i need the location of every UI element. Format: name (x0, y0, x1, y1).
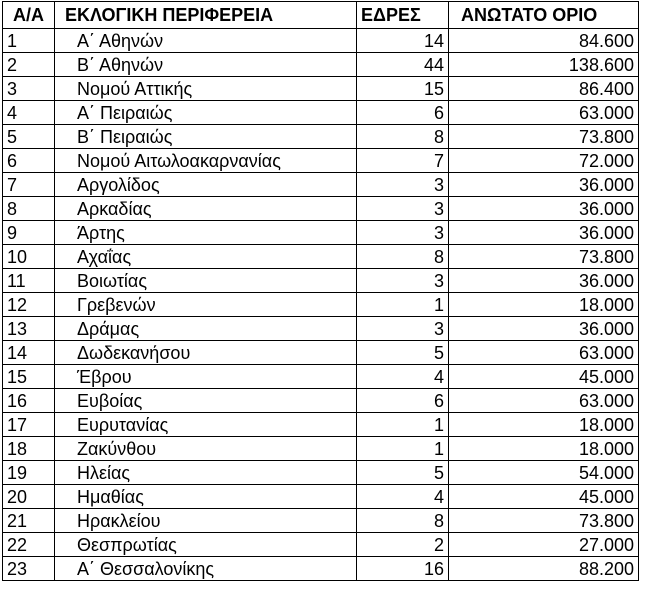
cell-seats: 16 (357, 557, 449, 581)
table-row (3, 221, 639, 245)
cell-limit: 86.400 (449, 77, 639, 101)
cell-limit: 73.800 (449, 245, 639, 269)
cell-limit: 72.000 (449, 149, 639, 173)
cell-limit: 36.000 (449, 269, 639, 293)
table-row (3, 389, 639, 413)
cell-aa: 7 (3, 173, 55, 197)
cell-limit: 63.000 (449, 101, 639, 125)
cell-district: Ηλείας (55, 461, 357, 485)
table-row (3, 173, 639, 197)
table-row (3, 77, 639, 101)
cell-aa: 13 (3, 317, 55, 341)
cell-seats: 3 (357, 269, 449, 293)
cell-seats: 14 (357, 29, 449, 53)
cell-district: Ηρακλείου (55, 509, 357, 533)
table-header-row (3, 2, 639, 29)
cell-aa: 6 (3, 149, 55, 173)
cell-aa: 17 (3, 413, 55, 437)
table-row (3, 365, 639, 389)
cell-aa: 16 (3, 389, 55, 413)
cell-seats: 44 (357, 53, 449, 77)
cell-limit: 63.000 (449, 341, 639, 365)
header-district: ΕΚΛΟΓΙΚΗ ΠΕΡΙΦΕΡΕΙΑ (55, 2, 357, 29)
cell-seats: 8 (357, 509, 449, 533)
cell-district: Αργολίδος (55, 173, 357, 197)
table-row (3, 29, 639, 53)
cell-seats: 5 (357, 341, 449, 365)
cell-seats: 3 (357, 173, 449, 197)
table-row (3, 125, 639, 149)
cell-limit: 54.000 (449, 461, 639, 485)
cell-seats: 1 (357, 437, 449, 461)
cell-limit: 27.000 (449, 533, 639, 557)
cell-seats: 3 (357, 197, 449, 221)
cell-seats: 8 (357, 125, 449, 149)
cell-district: Δράμας (55, 317, 357, 341)
cell-limit: 36.000 (449, 317, 639, 341)
cell-aa: 9 (3, 221, 55, 245)
cell-seats: 3 (357, 317, 449, 341)
table-row (3, 269, 639, 293)
cell-limit: 18.000 (449, 437, 639, 461)
table-row (3, 293, 639, 317)
cell-aa: 11 (3, 269, 55, 293)
cell-limit: 18.000 (449, 413, 639, 437)
cell-district: Ευρυτανίας (55, 413, 357, 437)
table-row (3, 509, 639, 533)
cell-district: Β΄ Αθηνών (55, 53, 357, 77)
cell-district: Αρκαδίας (55, 197, 357, 221)
cell-seats: 6 (357, 101, 449, 125)
table-row (3, 557, 639, 581)
cell-aa: 10 (3, 245, 55, 269)
header-seats: ΕΔΡΕΣ (357, 2, 449, 29)
cell-seats: 5 (357, 461, 449, 485)
cell-district: Ευβοίας (55, 389, 357, 413)
cell-district: Θεσπρωτίας (55, 533, 357, 557)
table-row (3, 149, 639, 173)
cell-limit: 73.800 (449, 125, 639, 149)
cell-district: Δωδεκανήσου (55, 341, 357, 365)
header-aa: Α/Α (3, 2, 55, 29)
table-row (3, 101, 639, 125)
cell-aa: 8 (3, 197, 55, 221)
table-row (3, 317, 639, 341)
cell-district: Α΄ Αθηνών (55, 29, 357, 53)
cell-seats: 4 (357, 365, 449, 389)
cell-aa: 2 (3, 53, 55, 77)
cell-district: Γρεβενών (55, 293, 357, 317)
cell-district: Α΄ Πειραιώς (55, 101, 357, 125)
cell-limit: 36.000 (449, 197, 639, 221)
cell-district: Αχαΐας (55, 245, 357, 269)
cell-seats: 1 (357, 413, 449, 437)
cell-district: Α΄ Θεσσαλονίκης (55, 557, 357, 581)
cell-seats: 15 (357, 77, 449, 101)
table-row (3, 485, 639, 509)
table-row (3, 53, 639, 77)
cell-limit: 63.000 (449, 389, 639, 413)
cell-aa: 12 (3, 293, 55, 317)
cell-district: Έβρου (55, 365, 357, 389)
cell-district: Β΄ Πειραιώς (55, 125, 357, 149)
cell-aa: 1 (3, 29, 55, 53)
cell-aa: 14 (3, 341, 55, 365)
cell-seats: 7 (357, 149, 449, 173)
table-row (3, 197, 639, 221)
cell-aa: 22 (3, 533, 55, 557)
cell-aa: 3 (3, 77, 55, 101)
cell-aa: 4 (3, 101, 55, 125)
cell-district: Ζακύνθου (55, 437, 357, 461)
cell-aa: 20 (3, 485, 55, 509)
cell-district: Νομού Αττικής (55, 77, 357, 101)
electoral-districts-table (2, 1, 639, 581)
cell-aa: 21 (3, 509, 55, 533)
cell-limit: 36.000 (449, 221, 639, 245)
cell-seats: 2 (357, 533, 449, 557)
cell-aa: 18 (3, 437, 55, 461)
cell-limit: 88.200 (449, 557, 639, 581)
table-row (3, 533, 639, 557)
cell-district: Ημαθίας (55, 485, 357, 509)
cell-seats: 6 (357, 389, 449, 413)
table-body (3, 29, 639, 581)
cell-seats: 8 (357, 245, 449, 269)
cell-limit: 18.000 (449, 293, 639, 317)
cell-aa: 19 (3, 461, 55, 485)
cell-limit: 45.000 (449, 485, 639, 509)
cell-district: Άρτης (55, 221, 357, 245)
cell-seats: 1 (357, 293, 449, 317)
table-row (3, 413, 639, 437)
cell-limit: 84.600 (449, 29, 639, 53)
cell-limit: 36.000 (449, 173, 639, 197)
cell-district: Νομού Αιτωλοακαρνανίας (55, 149, 357, 173)
cell-district: Βοιωτίας (55, 269, 357, 293)
table-row (3, 437, 639, 461)
cell-seats: 4 (357, 485, 449, 509)
cell-limit: 45.000 (449, 365, 639, 389)
table-row (3, 461, 639, 485)
header-limit: ΑΝΩΤΑΤΟ ΟΡΙΟ (449, 2, 639, 29)
cell-aa: 23 (3, 557, 55, 581)
cell-aa: 15 (3, 365, 55, 389)
cell-aa: 5 (3, 125, 55, 149)
table-row (3, 245, 639, 269)
cell-seats: 3 (357, 221, 449, 245)
cell-limit: 138.600 (449, 53, 639, 77)
table-row (3, 341, 639, 365)
cell-limit: 73.800 (449, 509, 639, 533)
